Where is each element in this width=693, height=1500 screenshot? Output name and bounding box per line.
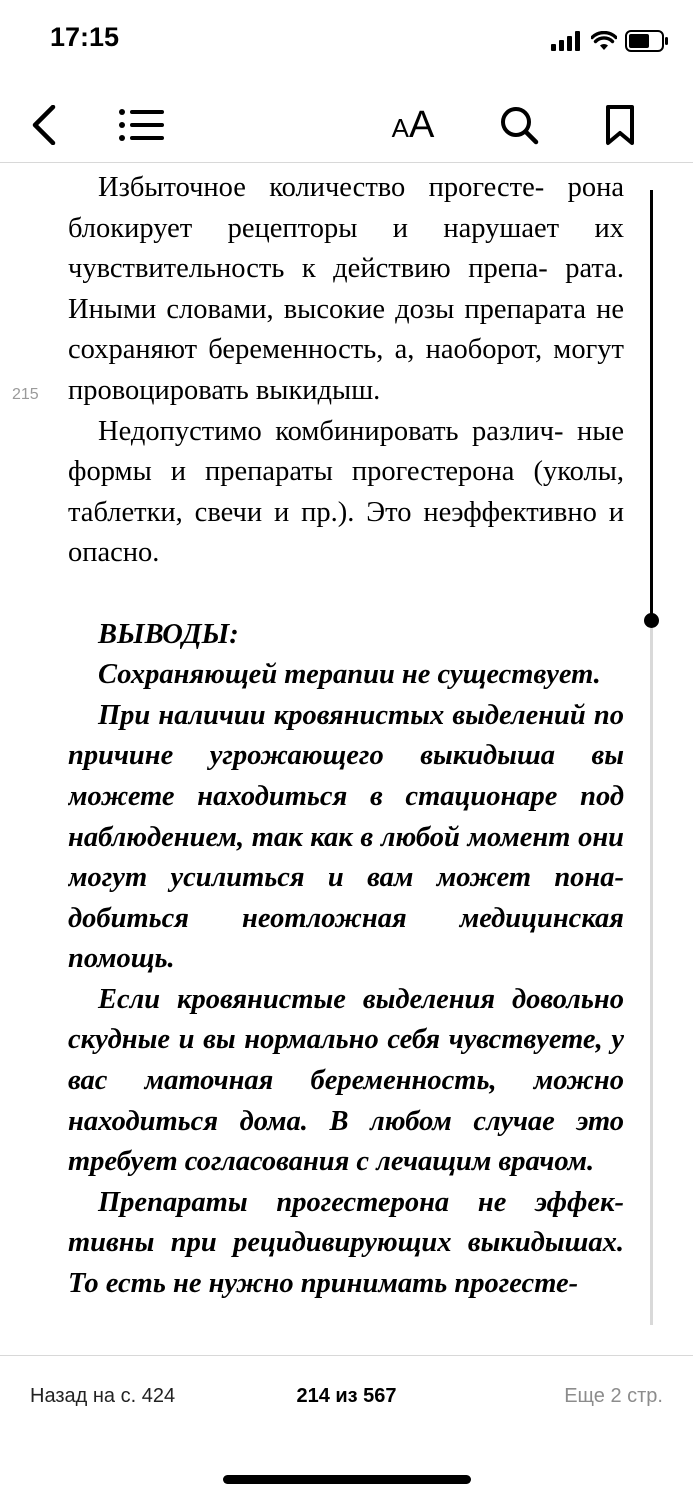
reader-footer	[0, 1355, 693, 1435]
conclusion-paragraph: При наличии кровянистых выделений по причине угрожающего выкидыша вы можете находиться в стационаре под наблюдением, так как в любой момент они могут усилиться и вам может пона- добиться неотложная медицинская помощь.	[68, 699, 624, 975]
bookmark-icon	[605, 104, 635, 146]
conclusion-paragraph: Если кровянистые выделения довольно скудные и вы нормально себя чувствуете, у вас маточная беременность, можно находиться дома. В любом случае это требует согласования с лечащим врачом.	[68, 983, 624, 1178]
paragraph: Избыточное количество прогесте- рона блокирует рецепторы и нарушает их чувствительность к действию препа- рата. Иными словами, высокие дозы препарата не сохраняют беременность, а, наоборот, могут провоцировать выкидыш.	[68, 172, 624, 406]
scroll-thumb[interactable]	[644, 613, 659, 628]
bookmark-button[interactable]	[600, 88, 640, 162]
battery-icon	[625, 30, 669, 52]
page-position: 214 из 567	[296, 1385, 397, 1407]
back-to-page-link[interactable]: Назад на с. 424	[30, 1385, 176, 1407]
font-size-label: AA	[391, 103, 435, 146]
scroll-progress	[650, 190, 653, 620]
page-marker: 215	[12, 386, 39, 403]
conclusion-paragraph: Препараты прогестерона не эффек- тивны при рецидивирующих выкидышах. То есть не нужно принимать прогесте-	[68, 1186, 624, 1300]
status-time: 17:15	[50, 22, 120, 52]
search-button[interactable]	[496, 88, 542, 162]
back-button[interactable]	[22, 88, 66, 162]
conclusions-heading: ВЫВОДЫ:	[98, 618, 239, 650]
toc-button[interactable]	[116, 88, 166, 162]
reader-toolbar	[0, 88, 693, 162]
font-settings-button[interactable]	[385, 88, 441, 162]
wifi-icon	[591, 31, 617, 51]
chevron-left-icon	[31, 105, 57, 145]
paragraph: Недопустимо комбинировать различ- ные формы и препараты прогестерона (уколы, таблетки, свечи и пр.). Это неэффективно и опасно.	[68, 415, 624, 569]
status-icons	[551, 30, 669, 52]
signal-icon	[551, 31, 583, 51]
paragraph-gap	[68, 574, 624, 615]
book-content	[68, 168, 624, 1354]
toolbar-divider	[0, 162, 693, 163]
search-icon	[499, 105, 539, 145]
home-indicator[interactable]	[223, 1475, 471, 1484]
conclusion-paragraph: Сохраняющей терапии не существует.	[98, 659, 601, 691]
pages-left: Еще 2 стр.	[564, 1385, 663, 1407]
list-icon	[118, 108, 164, 142]
